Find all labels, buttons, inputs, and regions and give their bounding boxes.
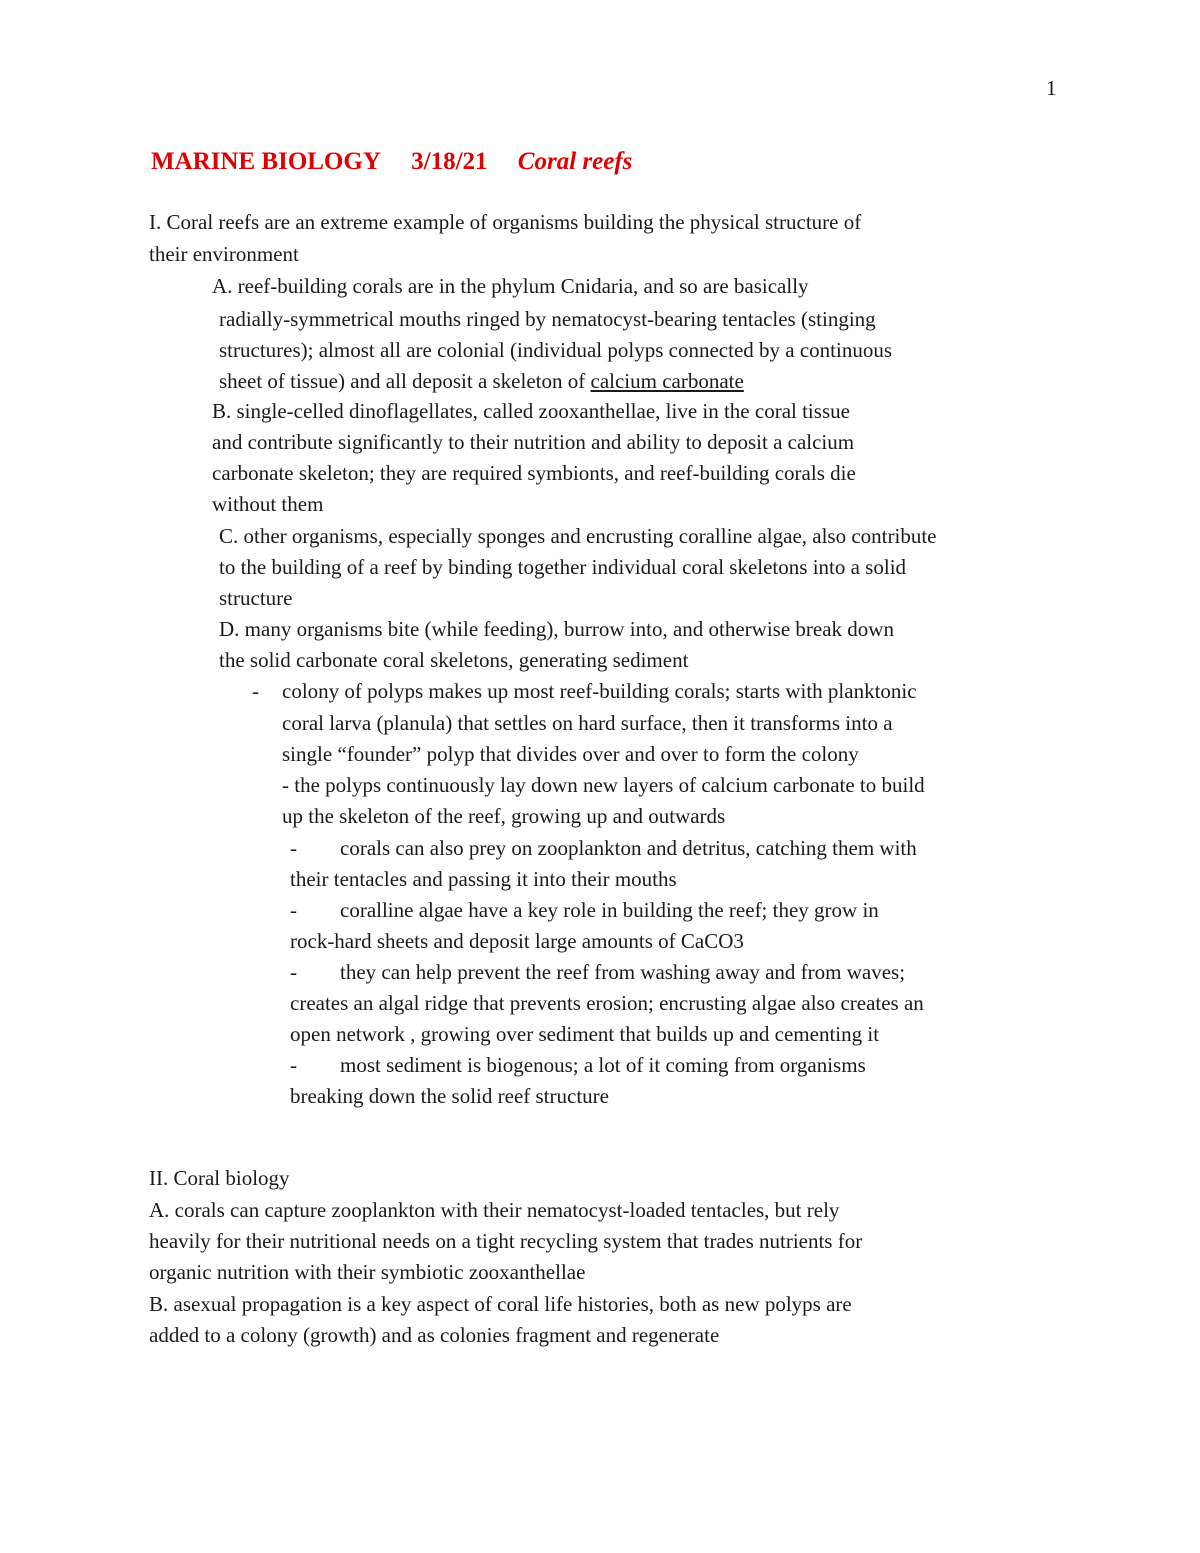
section2-heading: II. Coral biology	[149, 1166, 290, 1190]
section1-d5-line2: creates an algal ridge that prevents erosion; encrusting algae also creates an	[290, 991, 924, 1015]
section1-d2-line2: up the skeleton of the reef, growing up and outwards	[282, 804, 726, 828]
bullet-dash: -	[290, 836, 297, 860]
section1-b-line1: B. single-celled dinoflagellates, called zooxanthellae, live in the coral tissue	[212, 399, 850, 423]
section1-d6-line2: breaking down the solid reef structure	[290, 1084, 609, 1108]
section1-d3-line1: corals can also prey on zooplankton and detritus, catching them with	[340, 836, 917, 860]
section1-b-line2: and contribute significantly to their nutrition and ability to deposit a calcium	[212, 430, 855, 454]
section1-a-line3: structures); almost all are colonial (individual polyps connected by a continuous	[219, 338, 892, 362]
section1-d3-line2: their tentacles and passing it into their mouths	[290, 867, 677, 891]
section1-a-line1: A. reef-building corals are in the phylum Cnidaria, and so are basically	[212, 274, 809, 298]
section1-d6-line1: most sediment is biogenous; a lot of it coming from organisms	[340, 1053, 866, 1077]
page-title	[151, 148, 632, 176]
section1-c-line2: to the building of a reef by binding together individual coral skeletons into a solid	[219, 555, 907, 579]
section1-d5-line3: open network , growing over sediment that builds up and cementing it	[290, 1022, 880, 1046]
section1-a-line2: radially-symmetrical mouths ringed by nematocyst-bearing tentacles (stinging	[219, 307, 876, 331]
section1-b-line3: carbonate skeleton; they are required symbionts, and reef-building corals die	[212, 461, 856, 485]
section1-heading-line1: I. Coral reefs are an extreme example of organisms building the physical structure of	[149, 210, 862, 234]
section1-d5-line1: they can help prevent the reef from washing away and from waves;	[340, 960, 906, 984]
bullet-dash: -	[290, 1053, 297, 1077]
section1-d2-line1: - the polyps continuously lay down new layers of calcium carbonate to build	[282, 773, 925, 797]
title-date: 3/18/21	[411, 148, 488, 175]
calcium-carbonate-underlined: calcium carbonate	[590, 369, 744, 393]
section2-a-line2: heavily for their nutritional needs on a tight recycling system that trades nutrients for	[149, 1229, 863, 1253]
section1-d-line1: D. many organisms bite (while feeding), burrow into, and otherwise break down	[219, 617, 894, 641]
page-number: 1	[1046, 76, 1057, 100]
section2-b-line2: added to a colony (growth) and as colonies fragment and regenerate	[149, 1323, 720, 1347]
section1-c-line3: structure	[219, 586, 293, 610]
bullet-dash: -	[290, 898, 297, 922]
section1-a-line4-text: sheet of tissue) and all deposit a skeleton of	[219, 369, 591, 393]
section1-d-line2: the solid carbonate coral skeletons, generating sediment	[219, 648, 689, 672]
section1-d1-line3: single “founder” polyp that divides over and over to form the colony	[282, 742, 859, 766]
bullet-dash: -	[290, 960, 297, 984]
bullet-dash: -	[252, 679, 259, 703]
section1-d4-line1: coralline algae have a key role in building the reef; they grow in	[340, 898, 879, 922]
section1-a-line4	[219, 368, 744, 394]
section1-b-line4: without them	[212, 492, 324, 516]
section1-c-line1: C. other organisms, especially sponges and encrusting coralline algae, also contribute	[219, 524, 937, 548]
section1-d1-line2: coral larva (planula) that settles on hard surface, then it transforms into a	[282, 711, 893, 735]
section1-d4-line2: rock-hard sheets and deposit large amounts of CaCO3	[290, 929, 744, 953]
section2-a-line3: organic nutrition with their symbiotic zooxanthellae	[149, 1260, 586, 1284]
title-topic: Coral reefs	[517, 148, 633, 175]
section2-a-line1: A. corals can capture zooplankton with their nematocyst-loaded tentacles, but rely	[149, 1198, 840, 1222]
section1-d1-line1: colony of polyps makes up most reef-building corals; starts with planktonic	[282, 679, 917, 703]
title-course: MARINE BIOLOGY	[151, 148, 381, 175]
section2-b-line1: B. asexual propagation is a key aspect of coral life histories, both as new polyps are	[149, 1292, 852, 1316]
section1-heading-line2: their environment	[149, 242, 299, 266]
